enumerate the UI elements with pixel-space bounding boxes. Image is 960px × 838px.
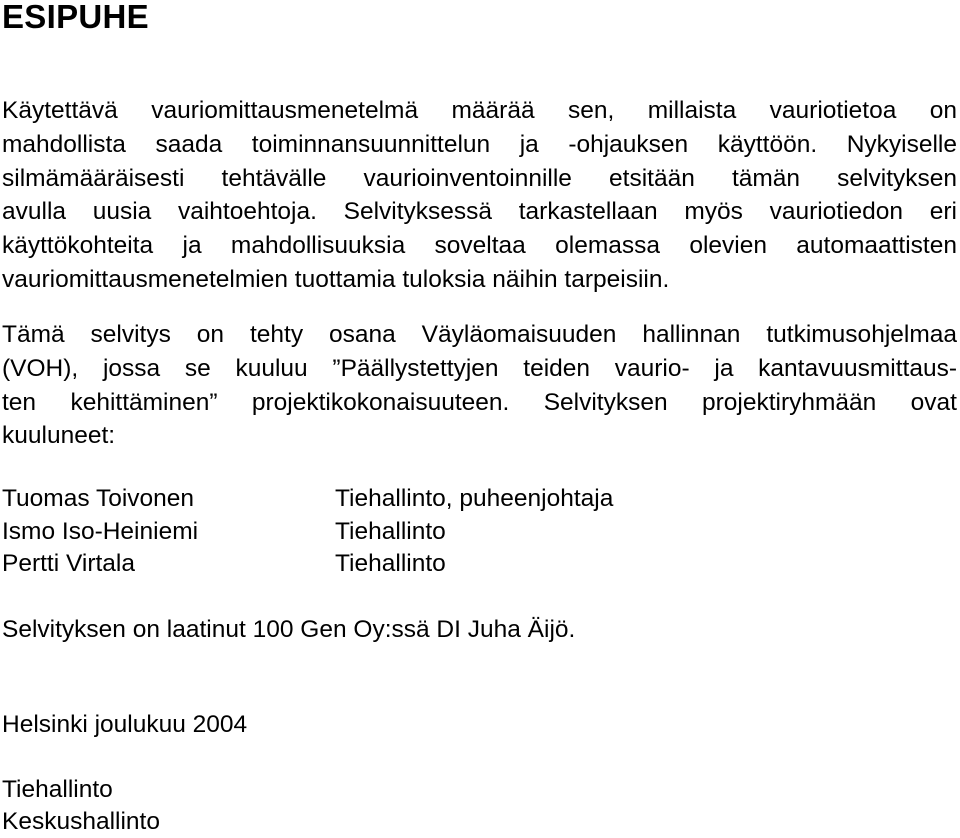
project-paragraph-line: Tämä selvitys on tehty osana Väyläomaisuuden hallinnan tutkimusohjelmaa [2,321,957,348]
place-date-line: Helsinki joulukuu 2004 [2,711,248,738]
member-name: Pertti Virtala [2,550,135,577]
project-paragraph-line: (VOH), jossa se kuuluu ”Päällystettyjen teiden vaurio- ja kantavuusmittaus- [2,354,957,382]
intro-paragraph-line: mahdollista saada toiminnansuunnittelun ja -ohjauksen käyttöön. Nykyiselle [2,130,957,158]
member-row [2,548,902,581]
intro-paragraph-line: avulla uusia vaihtoehtoja. Selvityksessä tarkastellaan myös vauriotiedon eri [2,198,957,226]
project-group-list [2,483,902,581]
intro-paragraph-line: silmämääräisesti tehtävälle vaurioinventoinnille etsitään tämän selvityksen [2,164,957,192]
project-paragraph-line: ten kehittäminen” projektikokonaisuuteen. Selvityksen projektiryhmään ovat [2,388,957,416]
member-name: Ismo Iso-Heiniemi [2,517,199,545]
project-paragraph [2,318,957,453]
member-organization: Tiehallinto [335,550,446,577]
member-name: Tuomas Toivonen [2,485,195,512]
project-paragraph-line: kuuluneet: [2,422,116,450]
intro-paragraph-line: vauriomittausmenetelmien tuottamia tuloksia näihin tarpeisiin. [2,265,670,293]
intro-paragraph-line: käyttökohteita ja mahdollisuuksia soveltaa olemassa olevien automaattisten [2,232,957,260]
member-row [2,516,902,549]
organization-line: Tiehallinto [2,776,113,803]
member-organization: Tiehallinto, puheenjohtaja [335,485,614,512]
member-organization: Tiehallinto [335,517,446,545]
author-line: Selvityksen on laatinut 100 Gen Oy:ssä DI Juha Äijö. [2,616,576,643]
intro-paragraph [2,94,957,297]
member-row [2,483,902,516]
intro-paragraph-line: Käytettävä vauriomittausmenetelmä määrää sen, millaista vauriotietoa on [2,97,957,124]
page-title: ESIPUHE [2,0,149,35]
department-line: Keskushallinto [2,808,160,835]
